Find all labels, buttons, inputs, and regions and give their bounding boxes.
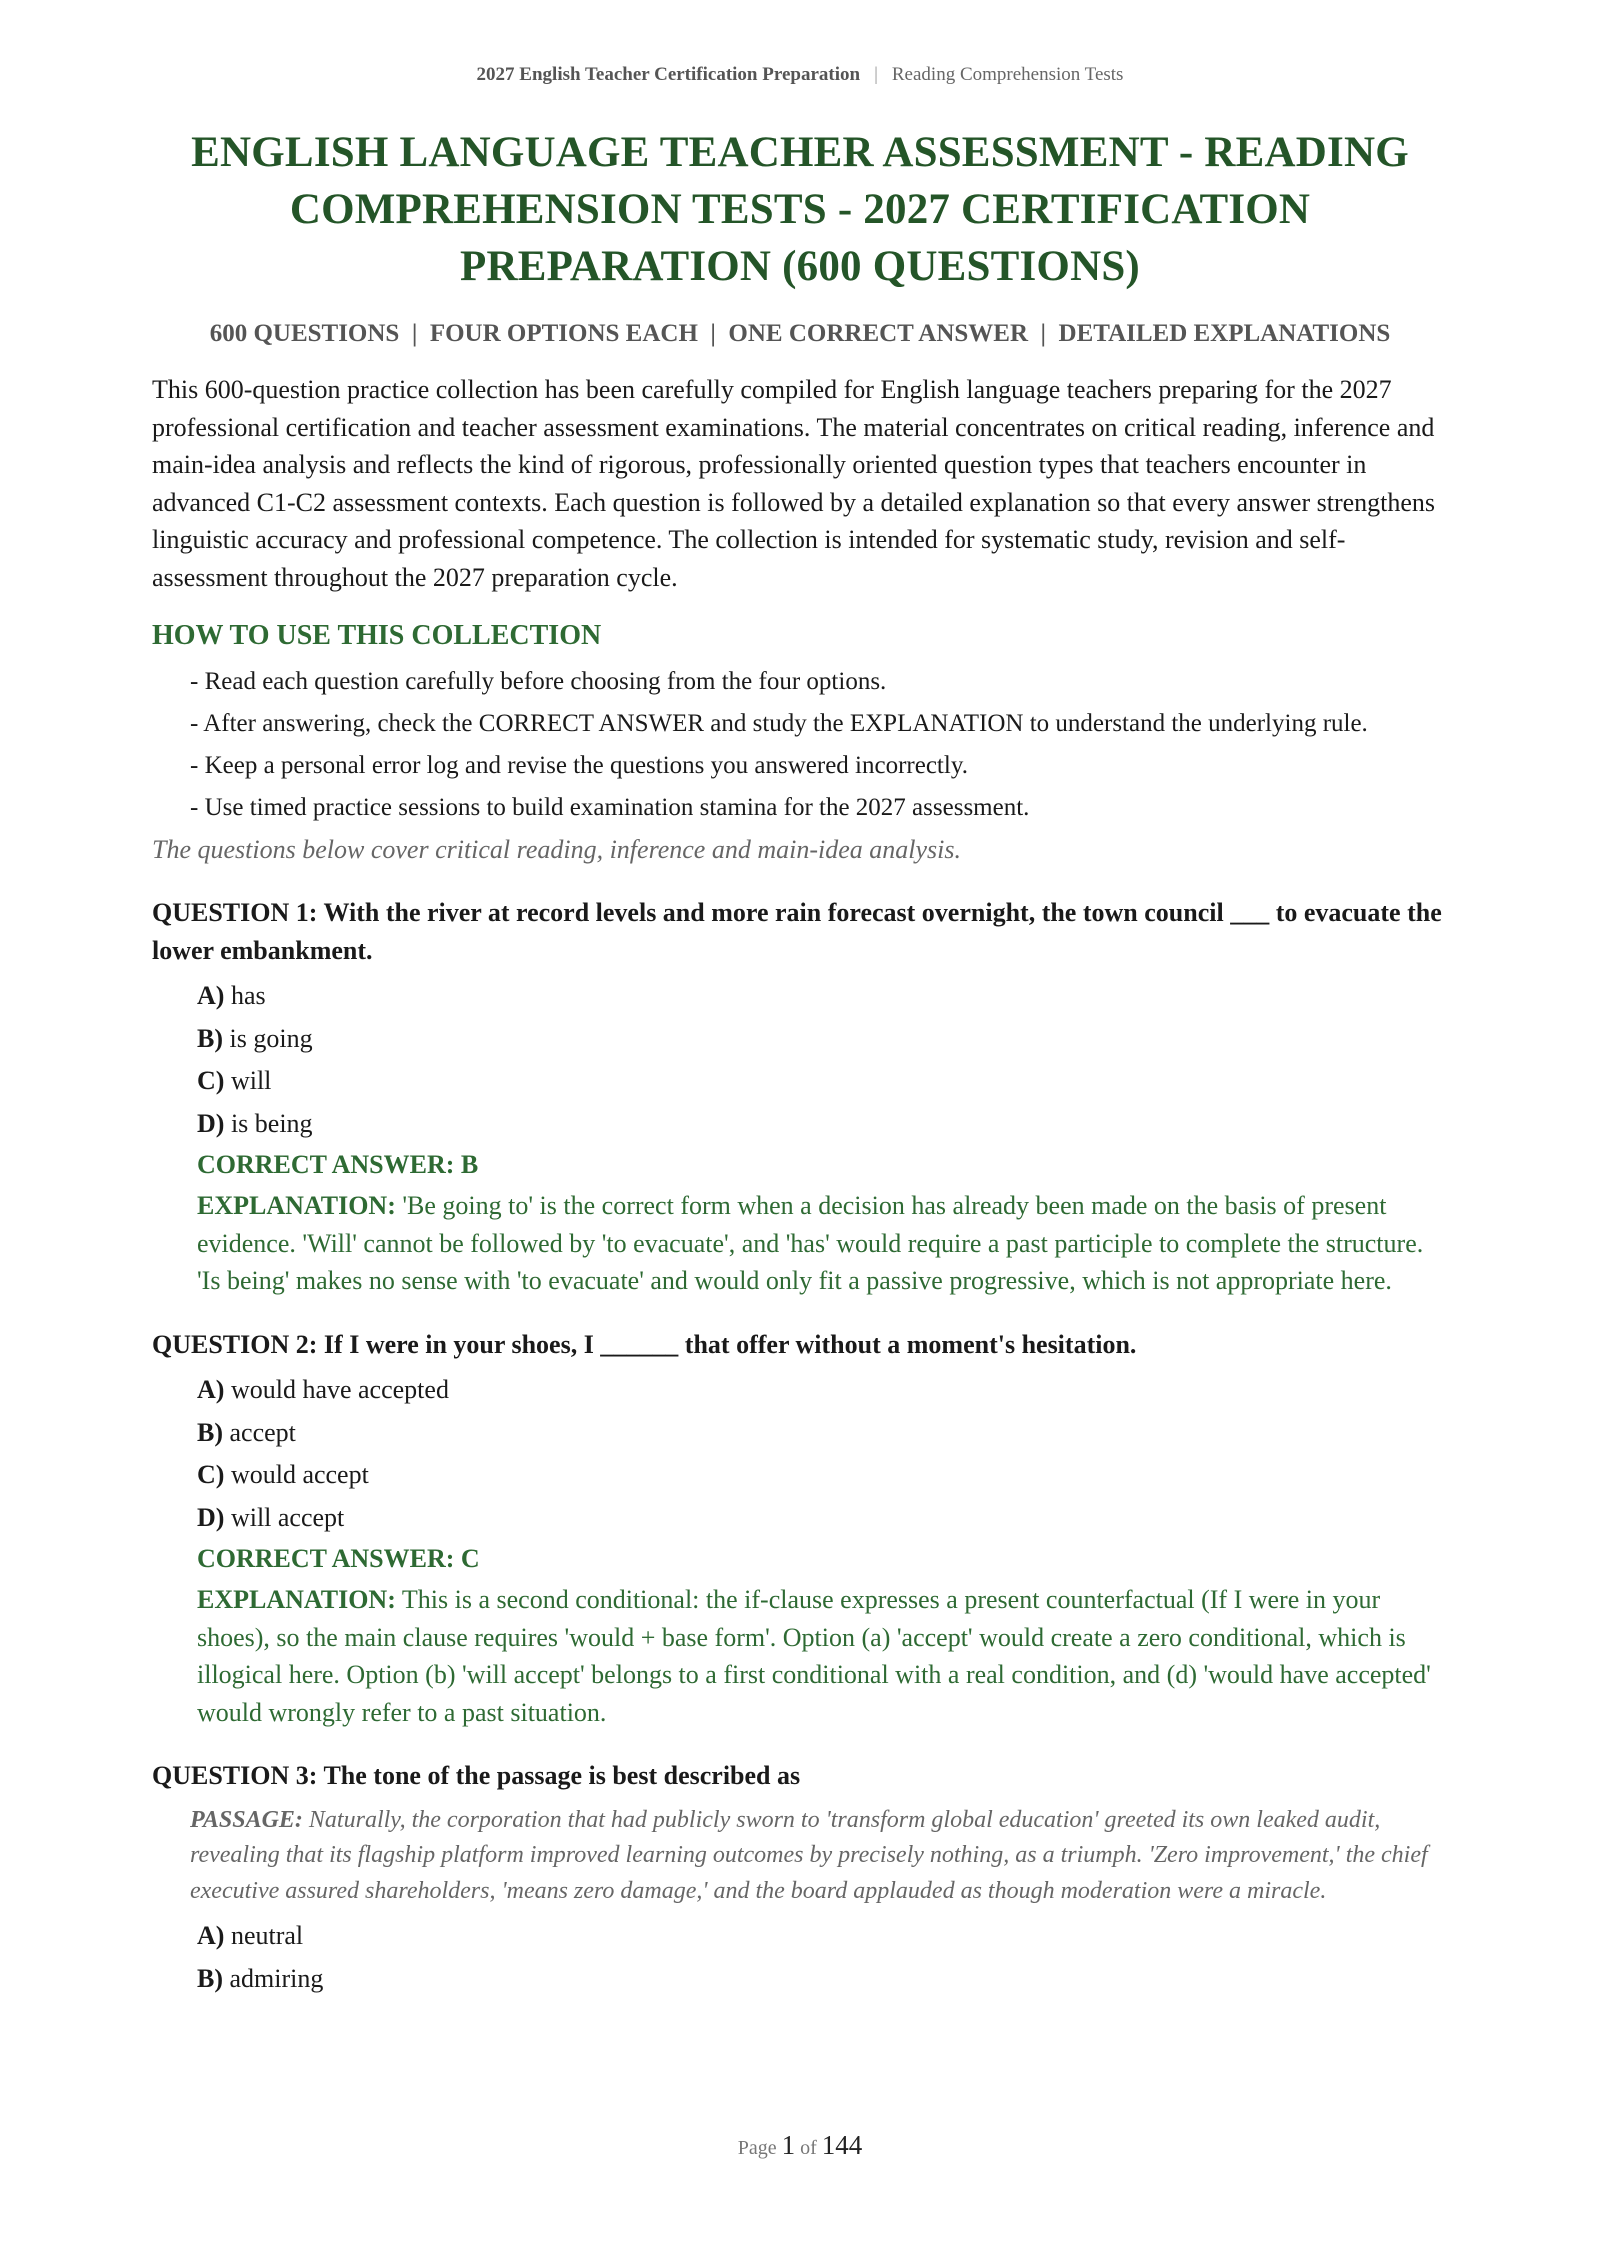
page-footer (0, 2130, 1600, 2161)
option-b[interactable] (197, 1958, 1448, 2001)
subtitle-bar: 600 QUESTIONS | FOUR OPTIONS EACH | ONE CORRECT ANSWER | DETAILED EXPLANATIONS (209, 320, 1391, 347)
answer-block (152, 1539, 1448, 1731)
option-text: will accept (230, 1502, 345, 1532)
explanation (197, 1187, 1448, 1300)
tips-list (152, 664, 1448, 825)
options-list (152, 975, 1448, 1145)
question-stem: QUESTION 2: If I were in your shoes, I ______ that offer without a moment's hesitation. (152, 1329, 1137, 1359)
option-text: accept (229, 1417, 296, 1447)
option-letter: B) (197, 1963, 223, 1993)
option-text: would accept (230, 1460, 369, 1489)
scope-note: The questions below cover critical reading, inference and main-idea analysis. (152, 835, 961, 864)
document-page (152, 60, 1448, 2000)
explanation-text: This is a second conditional: the if-clause expresses a present counterfactual (If I were in your shoes), so the main clause requires 'would + base form'. Option (a) 'accept' would create a zero conditional, which is illogical here. Option (b) 'will accept' belongs to a first conditional with a real condition, and (d) 'would have accepted' would wrongly refer to a past situation. (197, 1585, 1431, 1727)
option-a[interactable] (197, 1369, 1448, 1412)
option-text: would have accepted (230, 1375, 449, 1404)
correct-answer: CORRECT ANSWER: B (197, 1150, 479, 1179)
footer-of-word: of (800, 2137, 817, 2159)
option-a[interactable] (197, 975, 1448, 1018)
correct-answer: CORRECT ANSWER: C (197, 1544, 480, 1573)
option-letter: A) (197, 1375, 225, 1404)
header-right: Reading Comprehension Tests (891, 64, 1124, 85)
how-to-heading: HOW TO USE THIS COLLECTION (152, 620, 602, 651)
tip-item: - After answering, check the CORRECT ANSWER and study the EXPLANATION to understand the underlying rule. (190, 710, 1368, 737)
explanation (197, 1581, 1448, 1731)
option-b[interactable] (197, 1018, 1448, 1061)
option-text: admiring (229, 1963, 324, 1993)
options-list (152, 1369, 1448, 1539)
option-text: has (230, 981, 266, 1010)
tip-item: - Use timed practice sessions to build examination stamina for the 2027 assessment. (190, 794, 1030, 821)
option-letter: A) (197, 1921, 225, 1950)
option-letter: D) (197, 1108, 225, 1138)
intro-paragraph: This 600-question practice collection has been carefully compiled for English language teachers preparing for the 2027 professional certification and teacher assessment examinations. The material concentrates on critical reading, inference and main-idea analysis and reflects the kind of rigorous, professionally oriented question types that teachers encounter in advanced C1-C2 assessment contexts. Each question is followed by a detailed explanation so that every answer strengthens linguistic accuracy and professional competence. The collection is intended for systematic study, revision and self-assessment throughout the 2027 preparation cycle. (152, 375, 1436, 592)
footer-page-number: 1 (781, 2130, 796, 2160)
footer-page-total: 144 (821, 2130, 863, 2160)
question-2 (152, 1326, 1448, 1732)
header-separator: | (874, 64, 878, 85)
option-a[interactable] (197, 1915, 1448, 1958)
explanation-label: EXPLANATION: (197, 1191, 396, 1220)
explanation-text: 'Be going to' is the correct form when a decision has already been made on the basis of present evidence. 'Will' cannot be followed by 'to evacuate', and 'has' would require a past participle to complete the structure. 'Is being' makes no sense with 'to evacuate' and would only fit a passive progressive, which is not appropriate here. (197, 1191, 1424, 1295)
question-1 (152, 894, 1448, 1300)
option-c[interactable] (197, 1454, 1448, 1497)
option-letter: B) (197, 1023, 223, 1053)
option-text: will (230, 1066, 272, 1095)
option-text: neutral (230, 1921, 304, 1950)
option-b[interactable] (197, 1412, 1448, 1455)
option-d[interactable] (197, 1497, 1448, 1540)
footer-page-word: Page (737, 2137, 777, 2159)
answer-block (152, 1145, 1448, 1300)
options-list (152, 1915, 1448, 2000)
passage-label: PASSAGE: (190, 1806, 303, 1833)
option-letter: B) (197, 1417, 223, 1447)
option-letter: C) (197, 1460, 225, 1489)
running-header (152, 60, 1448, 90)
reading-passage (152, 1803, 1448, 1910)
tip-item: - Keep a personal error log and revise the questions you answered incorrectly. (190, 752, 968, 779)
option-c[interactable] (197, 1060, 1448, 1103)
document-title: ENGLISH LANGUAGE TEACHER ASSESSMENT - READING COMPREHENSION TESTS - 2027 CERTIFICATION PREPARATION (600 QUESTIONS) (191, 129, 1409, 290)
passage-text: Naturally, the corporation that had publicly sworn to 'transform global education' greeted its own leaked audit, revealing that its flagship platform improved learning outcomes by precisely nothing, as a triumph. 'Zero improvement,' the chief executive assured shareholders, 'means zero damage,' and the board applauded as though moderation were a miracle. (190, 1806, 1428, 1904)
header-left: 2027 English Teacher Certification Preparation (476, 64, 861, 85)
question-stem: QUESTION 3: The tone of the passage is best described as (152, 1761, 801, 1790)
option-letter: D) (197, 1502, 225, 1532)
option-text: is being (230, 1108, 313, 1138)
option-text: is going (229, 1023, 313, 1053)
option-letter: A) (197, 981, 225, 1010)
question-stem: QUESTION 1: With the river at record levels and more rain forecast overnight, the town council ___ to evacuate the lower embankment. (152, 898, 1442, 965)
option-d[interactable] (197, 1103, 1448, 1146)
option-letter: C) (197, 1066, 225, 1095)
question-3 (152, 1757, 1448, 2000)
explanation-label: EXPLANATION: (197, 1585, 396, 1614)
tip-item: - Read each question carefully before choosing from the four options. (190, 668, 887, 695)
